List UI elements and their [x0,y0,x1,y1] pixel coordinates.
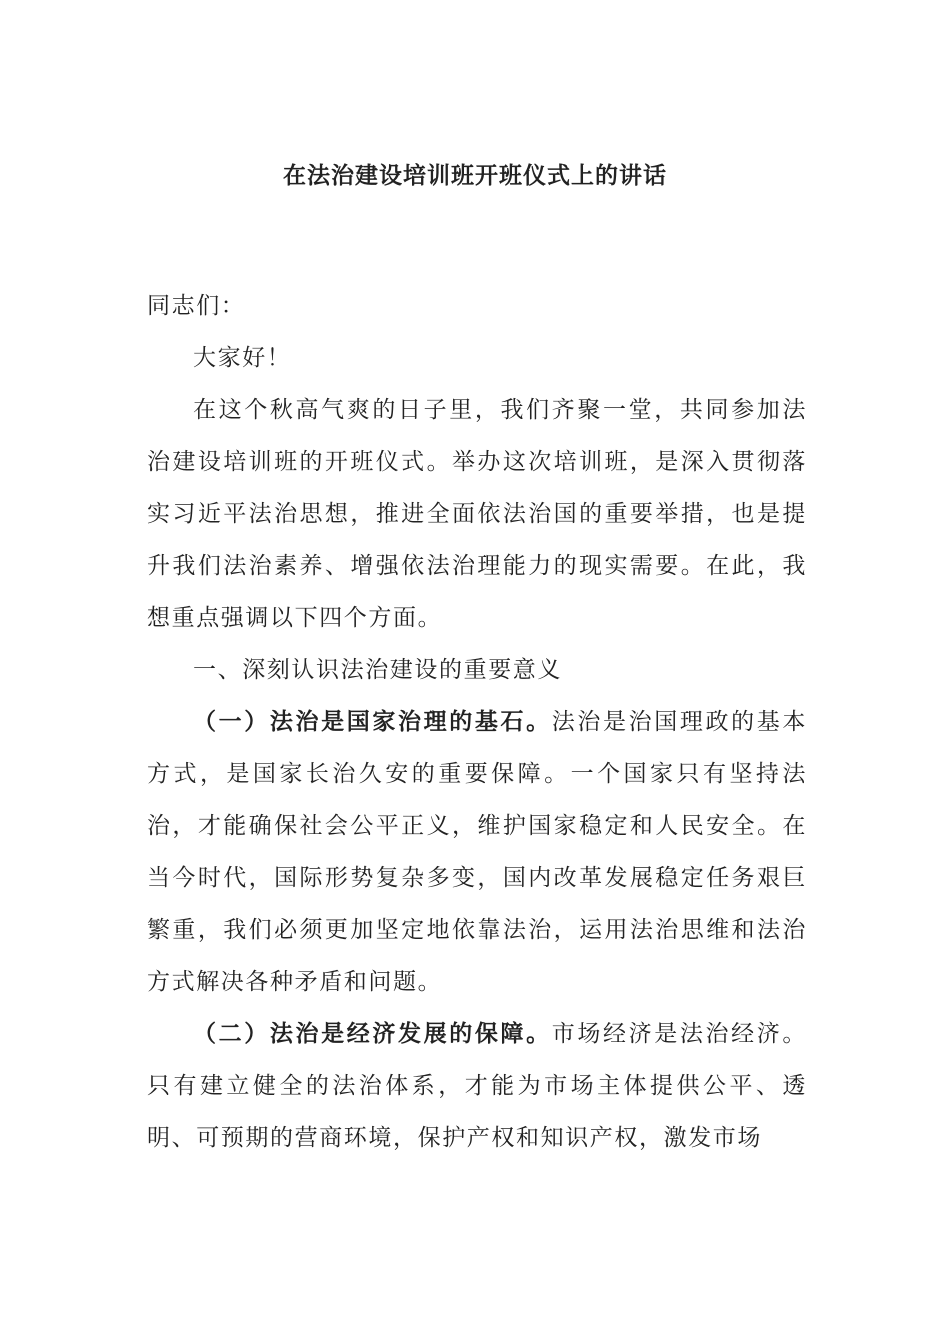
intro-paragraph: 在这个秋高气爽的日子里，我们齐聚一堂，共同参加法治建设培训班的开班仪式。举办这次培训班，是深入贯彻落实习近平法治思想，推进全面依法治国的重要举措，也是提升我们法治素养、增强依法治理能力的现实需要。在此，我想重点强调以下四个方面。 [147,397,807,631]
point-1-text: 法治是治国理政的基本方式，是国家长治久安的重要保障。一个国家只有坚持法治，才能确保社会公平正义，维护国家稳定和人民安全。在当今时代，国际形势复杂多变，国内改革发展稳定任务艰巨繁重，我们必须更加坚定地依靠法治，运用法治思维和法治方式解决各种矛盾和问题。 [147,709,807,995]
point-2-text: 市场经济是法治经济。只有建立健全的法治体系，才能为市场主体提供公平、透明、可预期的营商环境，保护产权和知识产权，激发市场 [147,1021,807,1151]
point-1-paragraph [147,696,807,1008]
document-title: 在法治建设培训班开班仪式上的讲话 [283,162,667,189]
salutation: 同志们： [147,293,246,319]
greeting: 大家好！ [193,345,292,371]
section-heading-1: 一、深刻认识法治建设的重要意义 [193,657,562,683]
document-body [147,280,807,1164]
point-1-lead: （一）法治是国家治理的基石。 [193,708,552,735]
point-2-lead: （二）法治是经济发展的保障。 [193,1020,552,1047]
point-2-paragraph [147,1008,807,1164]
